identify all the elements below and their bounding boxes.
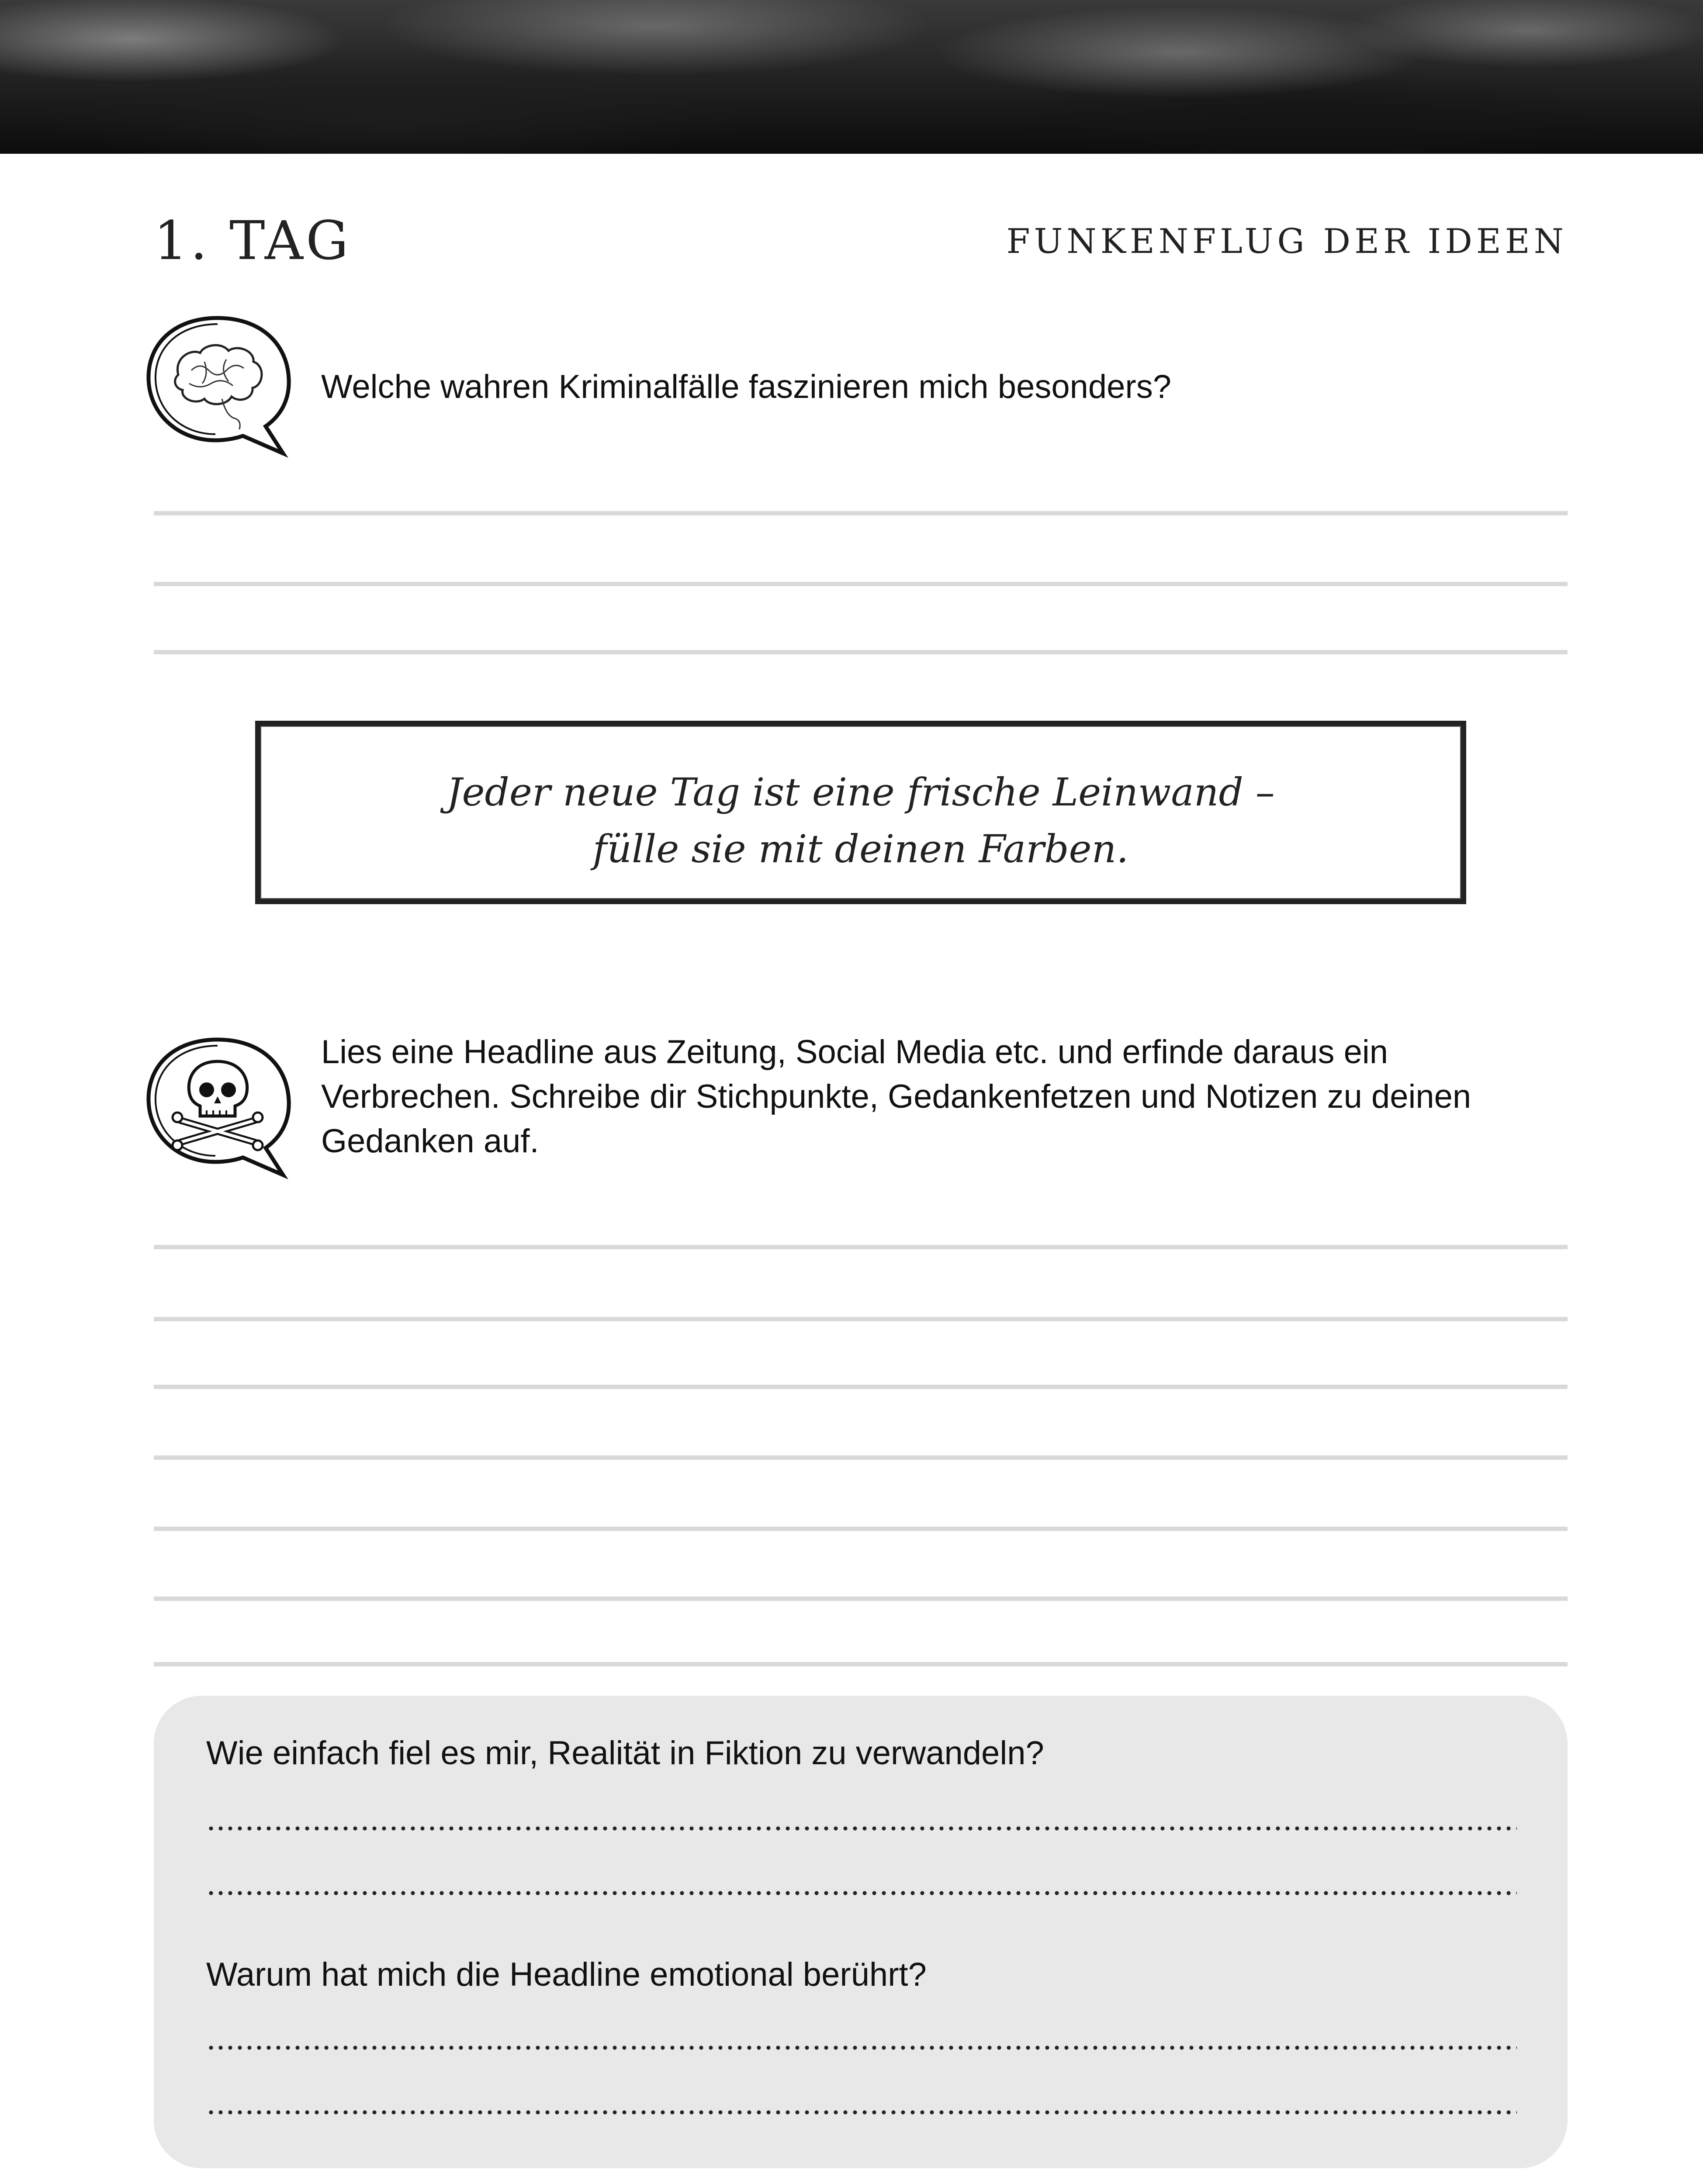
writing-line[interactable] (154, 1455, 1568, 1460)
answer-dotted-line[interactable] (206, 1890, 1517, 1896)
prompt-2-line-2: Verbrechen. Schreibe dir Stichpunkte, Gedankenfetzen und Notizen zu deinen (321, 1078, 1471, 1115)
answer-dotted-line[interactable] (206, 2045, 1517, 2050)
brain-speech-bubble-icon (139, 309, 296, 458)
prompt-2-line-1: Lies eine Headline aus Zeitung, Social Media etc. und erfinde daraus ein (321, 1033, 1388, 1071)
skull-crossbones-speech-bubble-icon (139, 1031, 296, 1179)
section-title: FUNKENFLUG DER IDEEN (1006, 222, 1568, 261)
page-day-title: 1. TAG (154, 210, 351, 272)
prompt-question-2 (321, 1030, 1471, 1164)
writing-line[interactable] (154, 511, 1568, 515)
quote-box (255, 721, 1466, 904)
prompt-2-line-3: Gedanken auf. (321, 1123, 539, 1160)
writing-line[interactable] (154, 650, 1568, 654)
answer-dotted-line[interactable] (206, 2110, 1517, 2115)
writing-line[interactable] (154, 1385, 1568, 1389)
writing-line[interactable] (154, 1527, 1568, 1531)
writing-line[interactable] (154, 1662, 1568, 1666)
writing-line[interactable] (154, 1597, 1568, 1601)
writing-line[interactable] (154, 582, 1568, 586)
quote-line-2: fülle sie mit deinen Farben. (592, 826, 1129, 871)
prompt-question-1: Welche wahren Kriminalfälle faszinieren mich besonders? (321, 368, 1171, 405)
writing-line[interactable] (154, 1317, 1568, 1321)
writing-line[interactable] (154, 1245, 1568, 1249)
reflection-box (154, 1696, 1568, 2168)
storm-cloud-banner (0, 0, 1703, 154)
reflection-question-1: Wie einfach fiel es mir, Realität in Fiktion zu verwandeln? (206, 1735, 1044, 1772)
reflection-question-2: Warum hat mich die Headline emotional berührt? (206, 1956, 927, 1993)
quote-line-1: Jeder neue Tag ist eine frische Leinwand – (447, 770, 1275, 815)
answer-dotted-line[interactable] (206, 1826, 1517, 1831)
